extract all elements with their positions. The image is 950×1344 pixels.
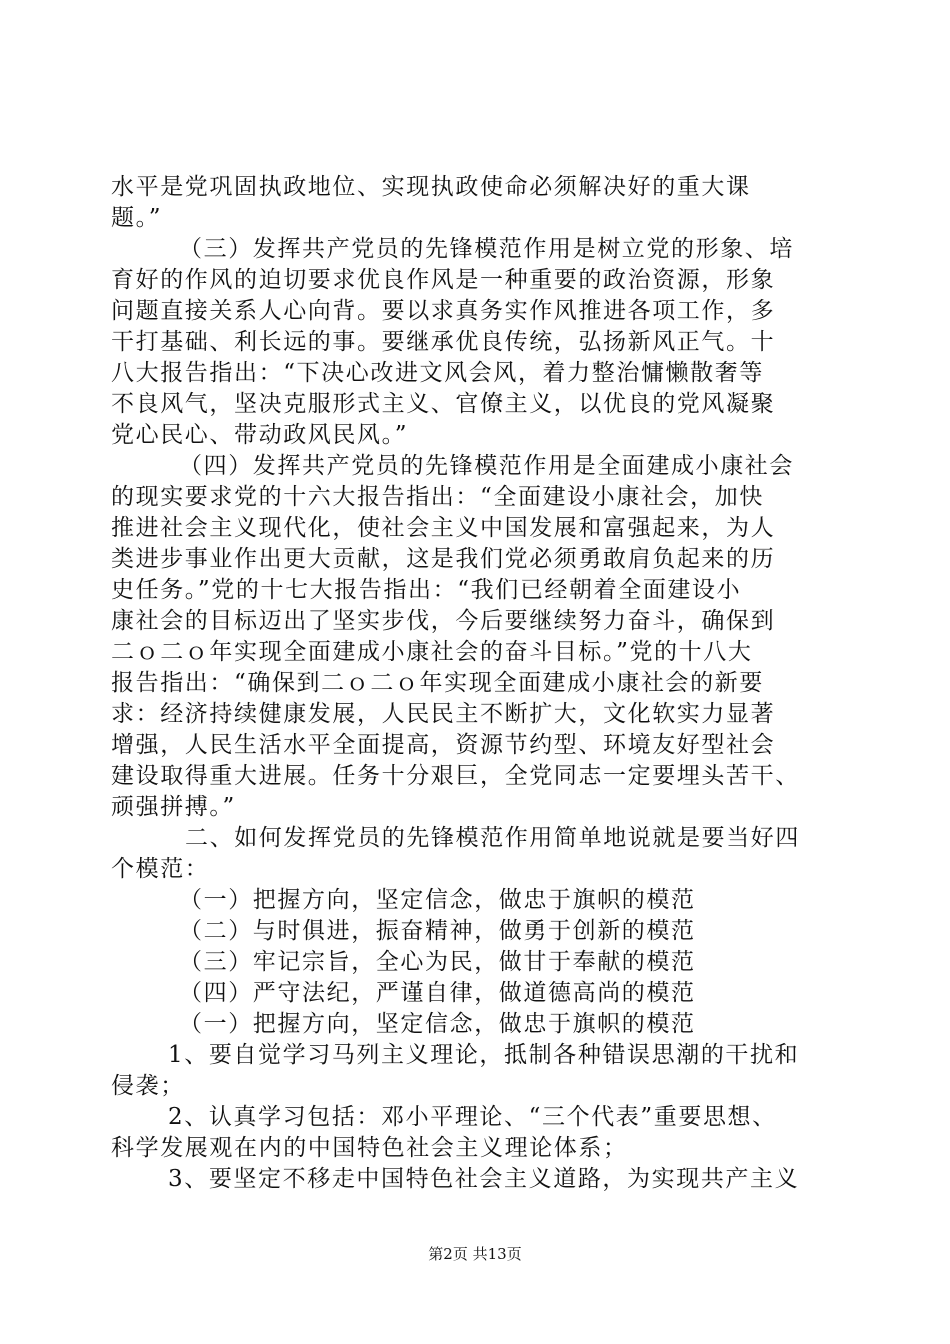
text-line: 育好的作风的迫切要求优良作风是一种重要的政治资源，形象 <box>111 267 776 293</box>
text-line: （三）牢记宗旨，全心为民，做甘于奉献的模范 <box>179 949 696 975</box>
text-line: 侵袭； <box>111 1073 185 1099</box>
text-line: 类进步事业作出更大贡献，这是我们党必须勇敢肩负起来的历 <box>111 546 776 572</box>
text-line: 2、认真学习包括：邓小平理论、“三个代表”重要思想、 <box>168 1104 777 1130</box>
page-footer: 第2页 共13页 <box>428 1245 522 1263</box>
text-line: 不良风气，坚决克服形式主义、官僚主义，以优良的党风凝聚 <box>111 391 776 417</box>
text-line: 康社会的目标迈出了坚实步伐，今后要继续努力奋斗，确保到 <box>111 608 776 634</box>
text-line: 推进社会主义现代化，使社会主义中国发展和富强起来，为人 <box>111 515 776 541</box>
text-line: 建设取得重大进展。任务十分艰巨，全党同志一定要埋头苦干、 <box>111 763 800 789</box>
text-line: 增强，人民生活水平全面提高，资源节约型、环境友好型社会 <box>111 732 776 758</box>
text-line: 二ｏ二ｏ年实现全面建成小康社会的奋斗目标。”党的十八大 <box>111 639 753 665</box>
text-line: 3、要坚定不移走中国特色社会主义道路，为实现共产主义 <box>168 1166 800 1192</box>
text-line: （四）严守法纪，严谨自律，做道德高尚的模范 <box>179 980 696 1006</box>
text-line: 顽强拼搏。” <box>111 794 236 820</box>
text-line: （三）发挥共产党员的先锋模范作用是树立党的形象、培 <box>179 236 794 262</box>
text-line: 1、要自觉学习马列主义理论，抵制各种错误思潮的干扰和 <box>168 1042 800 1068</box>
text-line: 史任务。”党的十七大报告指出：“我们已经朝着全面建设小 <box>111 577 742 603</box>
text-line: 八大报告指出：“下决心改进文风会风，着力整治慵懒散奢等 <box>111 360 764 386</box>
text-line: （四）发挥共产党员的先锋模范作用是全面建成小康社会 <box>179 453 794 479</box>
text-line: （一）把握方向，坚定信念，做忠于旗帜的模范 <box>179 1011 696 1037</box>
text-line: （一）把握方向，坚定信念，做忠于旗帜的模范 <box>179 887 696 913</box>
text-line: 干打基础、利长远的事。要继承优良传统，弘扬新风正气。十 <box>111 329 776 355</box>
text-line: 水平是党巩固执政地位、实现执政使命必须解决好的重大课 <box>111 174 751 200</box>
text-line: 个模范： <box>111 856 210 882</box>
text-line: 的现实要求党的十六大报告指出：“全面建设小康社会，加快 <box>111 484 764 510</box>
text-line: 问题直接关系人心向背。要以求真务实作风推进各项工作，多 <box>111 298 776 324</box>
text-line: 求：经济持续健康发展，人民民主不断扩大，文化软实力显著 <box>111 701 776 727</box>
text-line: 题。” <box>111 205 163 231</box>
text-line: （二）与时俱进，振奋精神，做勇于创新的模范 <box>179 918 696 944</box>
text-line: 二、如何发挥党员的先锋模范作用简单地说就是要当好四 <box>185 825 800 851</box>
text-line: 报告指出：“确保到二ｏ二ｏ年实现全面建成小康社会的新要 <box>111 670 764 696</box>
text-line: 党心民心、带动政风民风。” <box>111 422 409 448</box>
document-body <box>111 172 841 1195</box>
text-line: 科学发展观在内的中国特色社会主义理论体系； <box>111 1135 628 1161</box>
